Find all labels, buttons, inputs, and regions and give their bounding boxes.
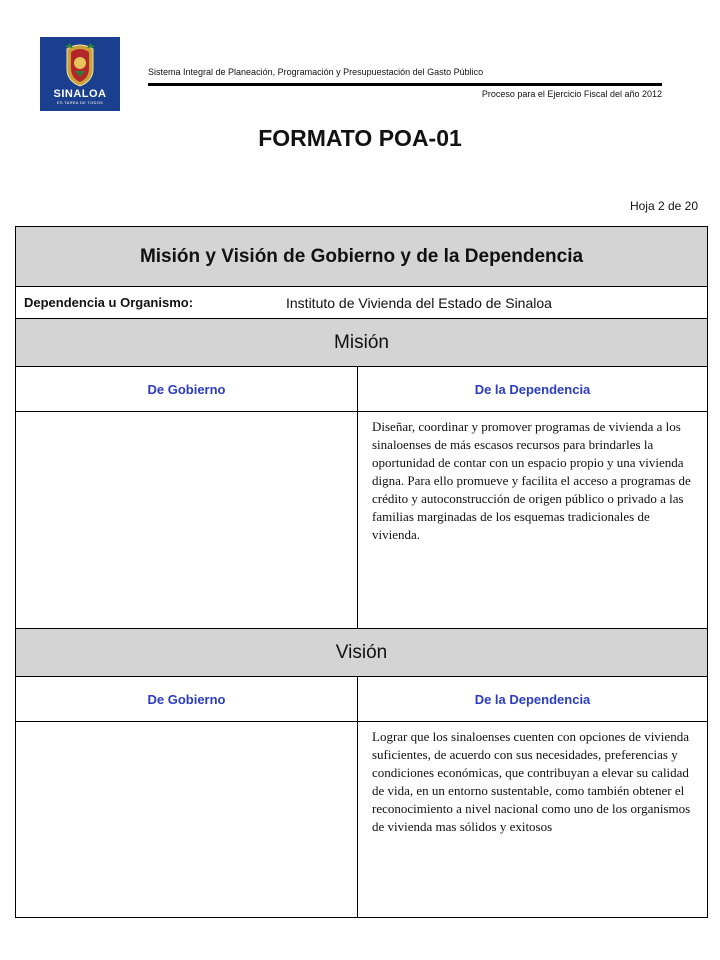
process-year: Proceso para el Ejercicio Fiscal del año 2012 — [481, 89, 662, 99]
dependency-value: Instituto de Vivienda del Estado de Sinaloa — [286, 294, 552, 311]
mission-heading: Misión — [16, 318, 707, 366]
mission-content-row — [16, 411, 707, 628]
vision-gobierno-text — [16, 722, 358, 917]
vision-col-dependencia: De la Dependencia — [474, 691, 591, 707]
vision-heading: Visión — [16, 628, 707, 676]
logo-name: SINALOA — [53, 88, 107, 100]
system-title: Sistema Integral de Planeación, Programación y Presupuestación del Gasto Público — [148, 67, 484, 77]
mission-dependencia-text: Diseñar, coordinar y promover programas de vivienda a los sinaloenses de más escasos recursos para brindarles la oportunidad de contar con un espacio propio y una vivienda digna. Para ello promueve y facilita el acceso a programas de crédito y autoconstrucción de origen público o privado a las familias marginadas de los esquemas tradicionales de vivienda. — [372, 419, 691, 542]
mission-gobierno-text — [16, 412, 358, 628]
mission-col-dependencia: De la Dependencia — [474, 381, 591, 397]
logo-tagline: ES TAREA DE TODOS — [56, 100, 104, 105]
coat-of-arms-icon — [63, 41, 97, 87]
vision-dependencia-text: Lograr que los sinaloenses cuenten con opciones de vivienda suficientes, de acuerdo con sus necesidades, preferencias y condiciones económicas, que contribuyan a elevar su calidad de vida, en un entorno sustentable, como también obtener el reconocimiento a nivel nacional como uno de los organismos de vivienda mas sólidos y exitosos — [372, 729, 691, 834]
vision-content-row — [16, 721, 707, 917]
mission-col-gobierno: De Gobierno — [16, 367, 358, 411]
mission-column-headers — [16, 366, 707, 411]
sinaloa-logo — [40, 37, 120, 111]
table-title: Misión y Visión de Gobierno y de la Dependencia — [16, 227, 707, 286]
vision-column-headers — [16, 676, 707, 721]
poa-table — [15, 226, 708, 918]
header-rule — [148, 83, 662, 86]
page-number: Hoja 2 de 20 — [629, 199, 698, 213]
dependency-label: Dependencia u Organismo: — [24, 295, 194, 310]
format-title: FORMATO POA-01 — [258, 125, 462, 151]
dependency-row — [16, 286, 707, 318]
vision-col-gobierno: De Gobierno — [16, 677, 358, 721]
